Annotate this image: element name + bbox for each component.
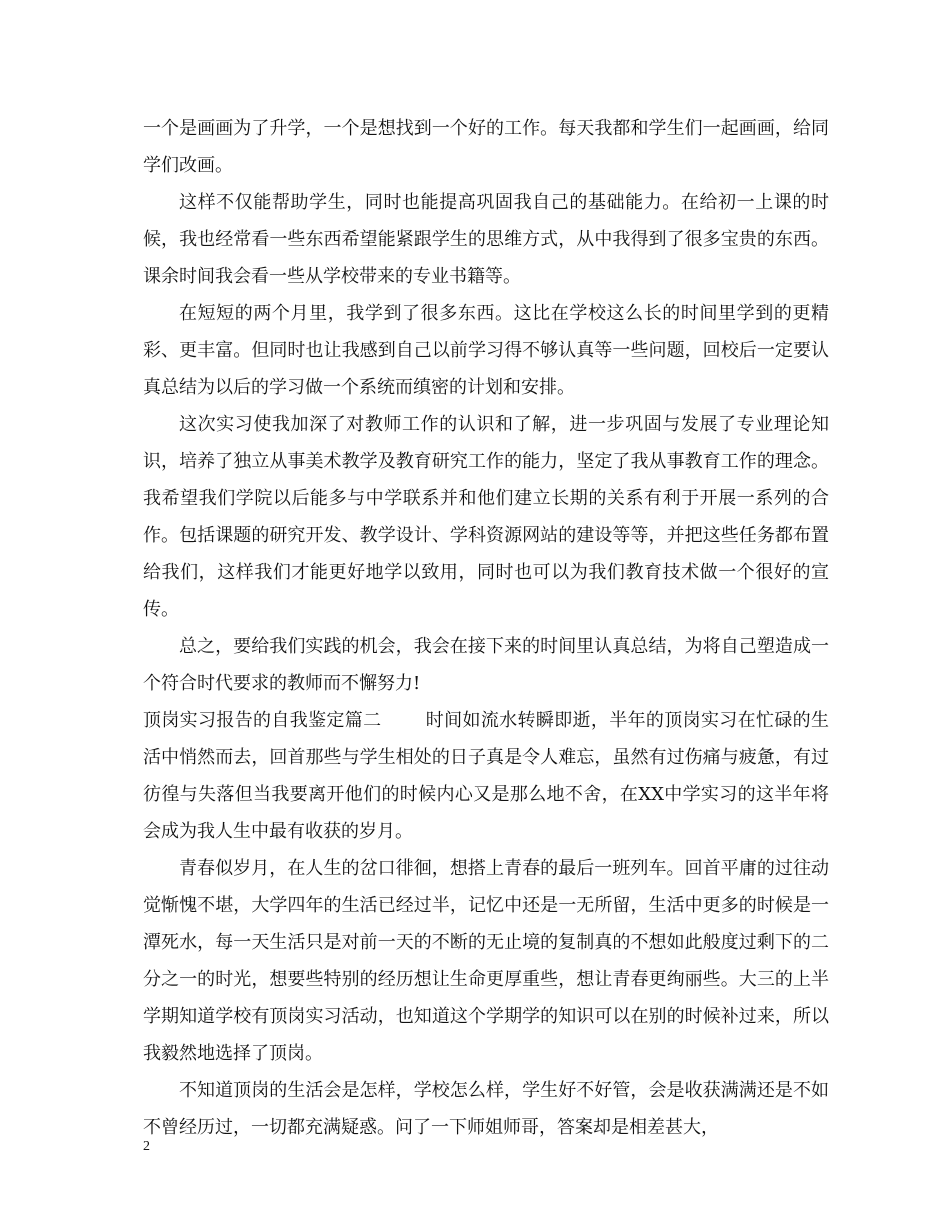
section-first-paragraph: 时间如流水转瞬即逝，半年的顶岗实习在忙碌的生活中悄然而去，回首那些与学生相处的日子真是令人难忘，虽然有过伤痛与疲惫，有过彷徨与失落但当我要离开他们的时候内心又是那么地不舍，在XX中学实习的这半年将会成为我人生中最有收获的岁月。 — [143, 710, 830, 842]
paragraph-2: 这样不仅能帮助学生，同时也能提高巩固我自己的基础能力。在给初一上课的时候，我也经常看一些东西希望能紧跟学生的思维方式，从中我得到了很多宝贵的东西。课余时间我会看一些从学校带来的专业书籍等。 — [143, 192, 829, 287]
paragraph-1: 一个是画画为了升学，一个是想找到一个好的工作。每天我都和学生们一起画画，给同学们改画。 — [143, 118, 829, 176]
paragraph-4: 这次实习使我加深了对教师工作的认识和了解，进一步巩固与发展了专业理论知识，培养了独立从事美术教学及教育研究工作的能力，坚定了我从事教育工作的理念。我希望我们学院以后能多与中学联系并和他们建立长期的关系有利于开展一系列的合作。包括课题的研究开发、教学设计、学科资源网站的建设等等，并把这些任务都布置给我们，这样我们才能更好地学以致用，同时也可以为我们教育技术做一个很好的宣传。 — [143, 414, 829, 620]
page-number: 2 — [143, 1139, 150, 1154]
paragraph-7: 青春似岁月，在人生的岔口徘徊，想搭上青春的最后一班列车。回首平庸的过往动觉惭愧不堪，大学四年的生活已经过半，记忆中还是一无所留，生活中更多的时候是一潭死水，每一天生活只是对前一天的不断的无止境的复制真的不想如此般度过剩下的二分之一的时光，想要些特别的经历想让生命更厚重些，想让青春更绚丽些。大三的上半学期知道学校有顶岗实习活动，也知道这个学期学的知识可以在别的时候补过来，所以我毅然地选择了顶岗。 — [143, 858, 829, 1064]
document-body — [143, 110, 829, 1146]
paragraph-8: 不知道顶岗的生活会是怎样，学校怎么样，学生好不好管，会是收获满满还是不如不曾经历过，一切都充满疑惑。问了一下师姐师哥，答案却是相差甚大， — [143, 1080, 829, 1138]
paragraph-3: 在短短的两个月里，我学到了很多东西。这比在学校这么长的时间里学到的更精彩、更丰富。但同时也让我感到自己以前学习得不够认真等一些问题，回校后一定要认真总结为以后的学习做一个系统而缜密的计划和安排。 — [143, 303, 829, 398]
section-heading: 顶岗实习报告的自我鉴定篇二 — [143, 710, 382, 731]
section-heading-paragraph — [143, 702, 829, 850]
paragraph-5: 总之，要给我们实践的机会，我会在接下来的时间里认真总结，为将自己塑造成一个符合时代要求的教师而不懈努力! — [143, 636, 829, 694]
